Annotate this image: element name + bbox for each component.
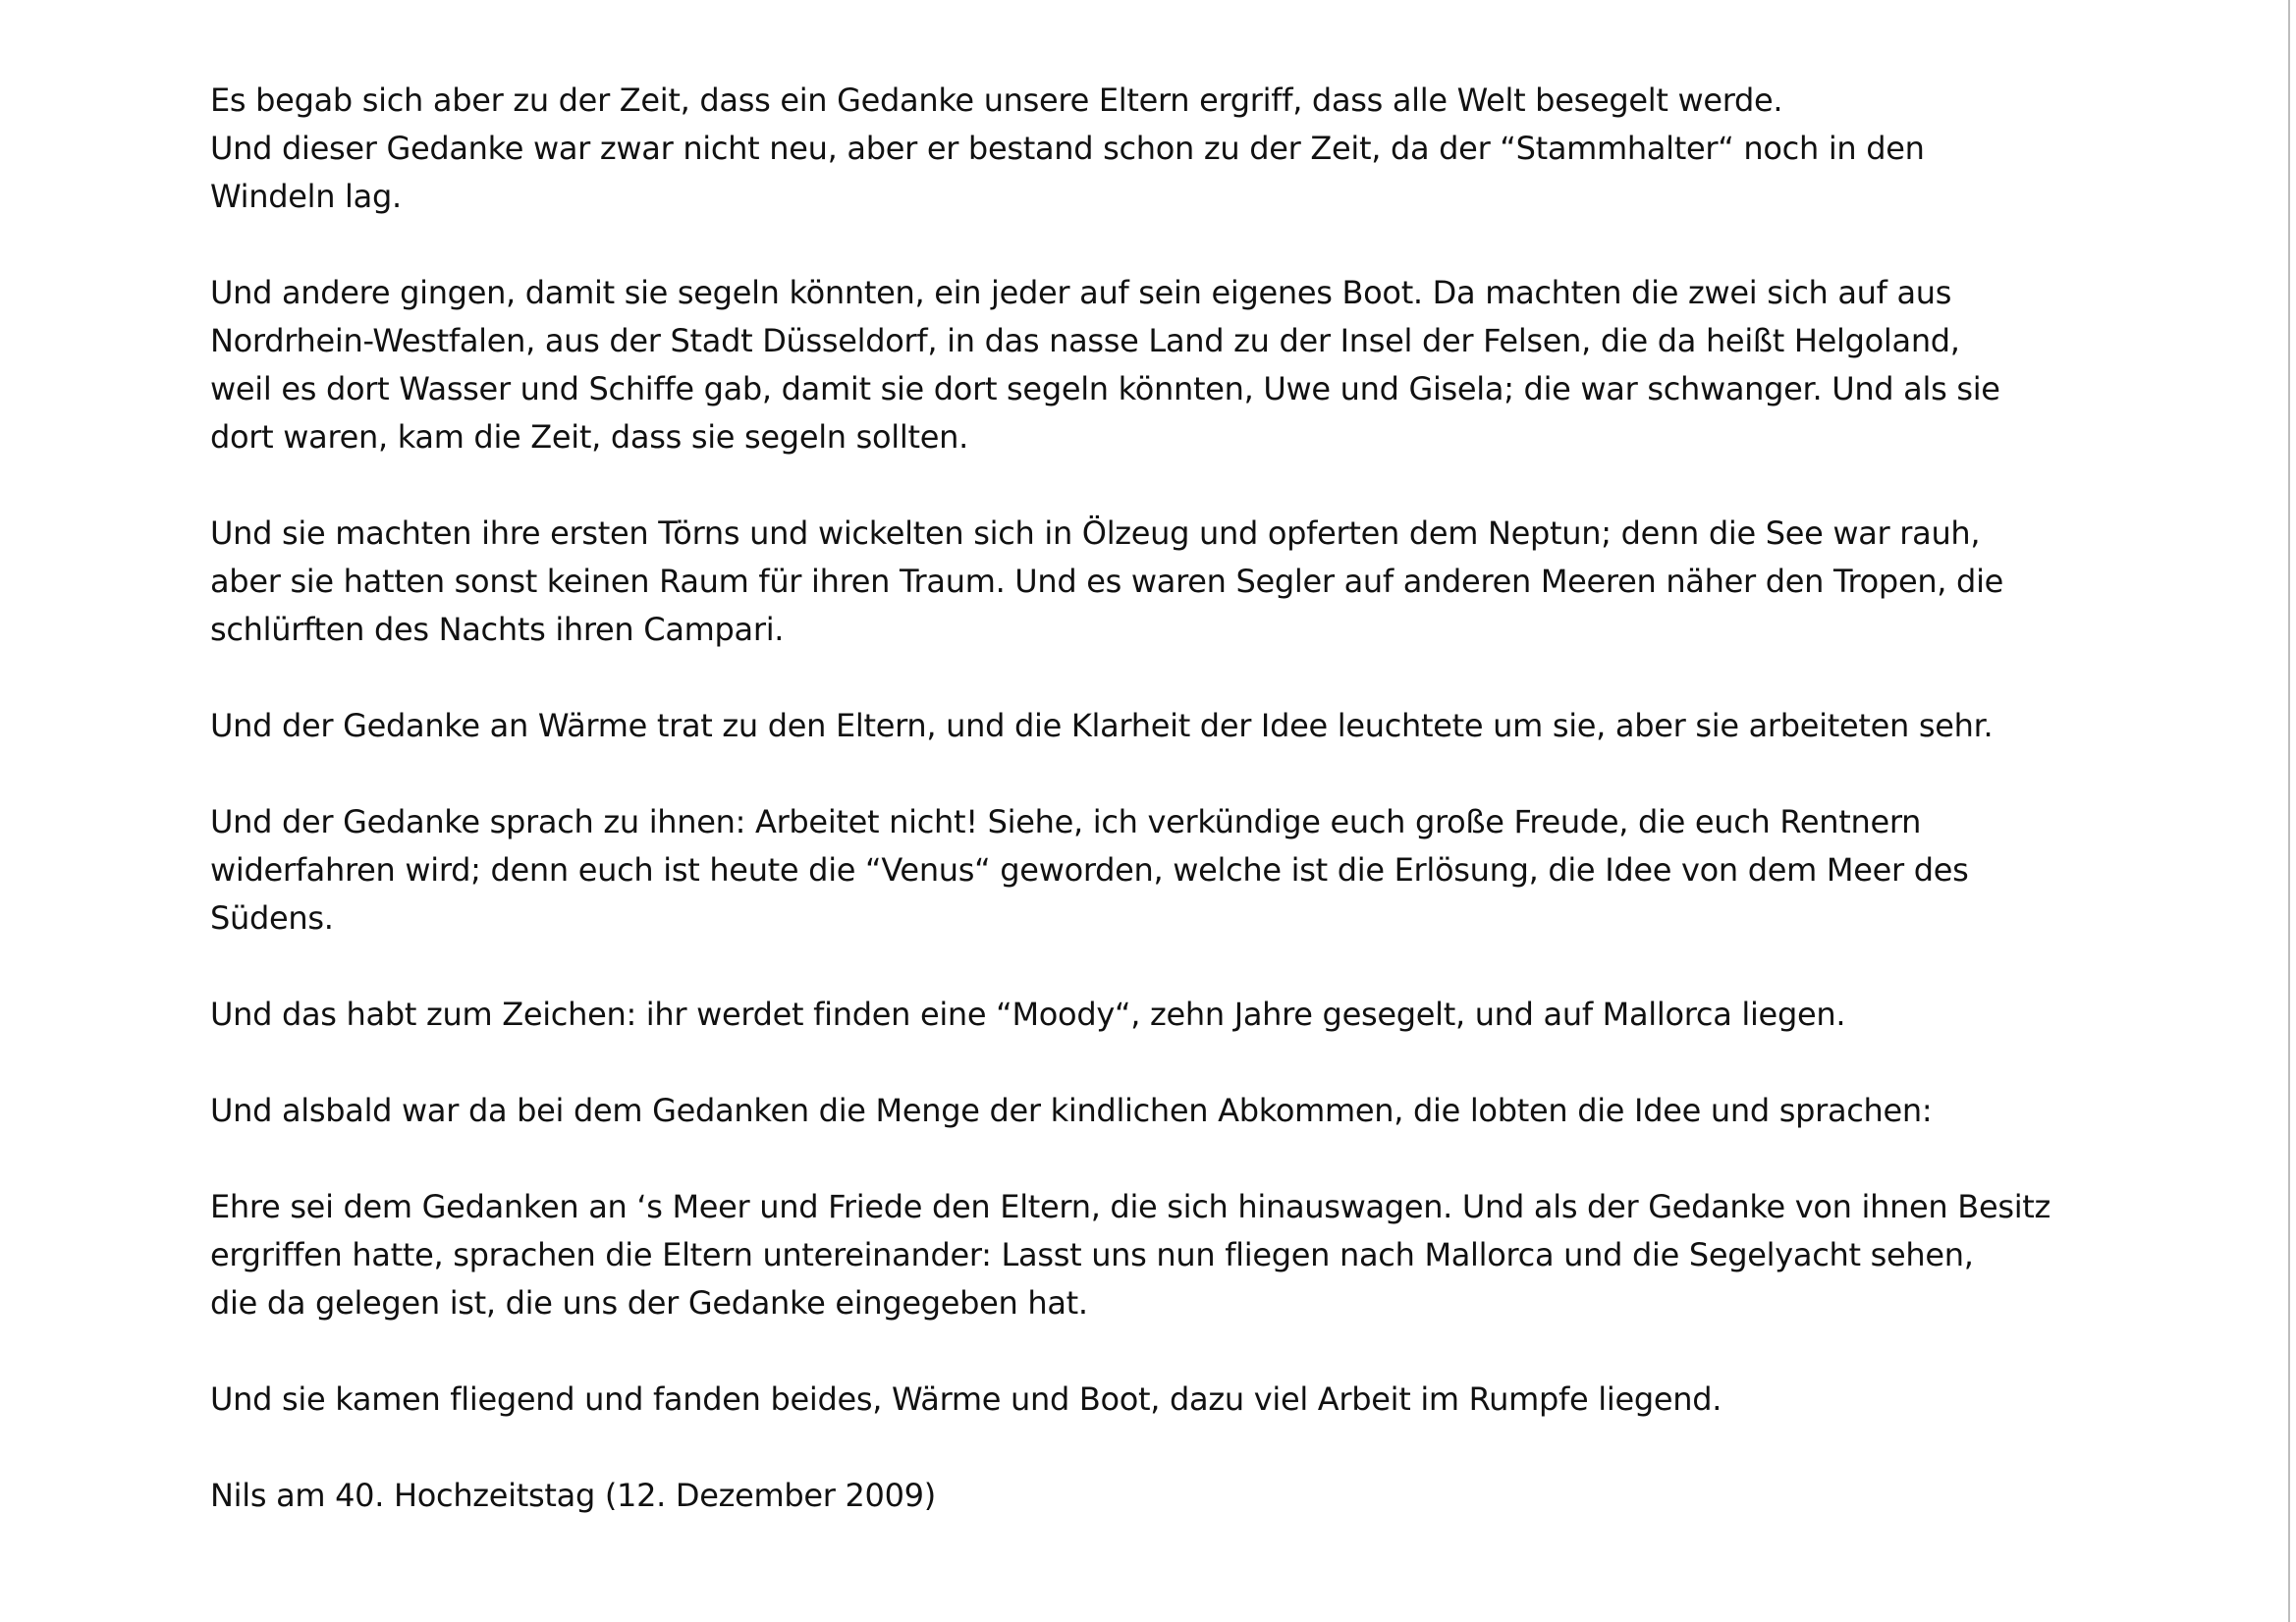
paragraph — [210, 1087, 2110, 1135]
document-body — [210, 77, 2110, 1520]
text-line: widerfahren wird; denn euch ist heute die “Venus“ geworden, welche ist die Erlösung, die Idee von dem Meer des — [210, 851, 1969, 889]
paragraph — [210, 702, 2110, 750]
text-line: weil es dort Wasser und Schiffe gab, damit sie dort segeln könnten, Uwe und Gisela; die war schwanger. Und als sie — [210, 370, 2000, 407]
text-line: Nordrhein-Westfalen, aus der Stadt Düsseldorf, in das nasse Land zu der Insel der Felsen, die da heißt Helgoland, — [210, 322, 1960, 359]
text-line: Und andere gingen, damit sie segeln könnten, ein jeder auf sein eigenes Boot. Da machten die zwei sich auf aus — [210, 274, 1952, 311]
text-line: Und das habt zum Zeichen: ihr werdet finden eine “Moody“, zehn Jahre gesegelt, und auf Mallorca liegen. — [210, 996, 1846, 1033]
page-edge-divider — [2288, 0, 2290, 1622]
text-line: die da gelegen ist, die uns der Gedanke eingegeben hat. — [210, 1284, 1088, 1322]
text-line: Und sie machten ihre ersten Törns und wickelten sich in Ölzeug und opferten dem Neptun; denn die See war rauh, — [210, 514, 1981, 552]
text-line: Ehre sei dem Gedanken an ‘s Meer und Friede den Eltern, die sich hinauswagen. Und als der Gedanke von ihnen Besitz — [210, 1188, 2051, 1225]
signature-line — [210, 1472, 2110, 1520]
text-line: aber sie hatten sonst keinen Raum für ihren Traum. Und es waren Segler auf anderen Meeren näher den Tropen, die — [210, 563, 2004, 600]
paragraph — [210, 1183, 2110, 1327]
text-line: Und sie kamen fliegend und fanden beides, Wärme und Boot, dazu viel Arbeit im Rumpfe liegend. — [210, 1380, 1722, 1418]
text-line: Und alsbald war da bei dem Gedanken die Menge der kindlichen Abkommen, die lobten die Idee und sprachen: — [210, 1092, 1933, 1129]
text-line: dort waren, kam die Zeit, dass sie segeln sollten. — [210, 418, 968, 456]
text-line: Nils am 40. Hochzeitstag (12. Dezember 2009) — [210, 1477, 936, 1514]
text-line: Südens. — [210, 899, 334, 937]
text-line: Und der Gedanke an Wärme trat zu den Eltern, und die Klarheit der Idee leuchtete um sie, aber sie arbeiteten sehr. — [210, 707, 1994, 744]
text-line: Es begab sich aber zu der Zeit, dass ein Gedanke unsere Eltern ergriff, dass alle Welt besegelt werde. — [210, 81, 1783, 119]
paragraph — [210, 510, 2110, 654]
paragraph — [210, 798, 2110, 943]
text-line: Windeln lag. — [210, 178, 402, 215]
text-line: ergriffen hatte, sprachen die Eltern untereinander: Lasst uns nun fliegen nach Mallorca und die Segelyacht sehen, — [210, 1236, 1974, 1273]
paragraph — [210, 77, 2110, 221]
text-line: Und dieser Gedanke war zwar nicht neu, aber er bestand schon zu der Zeit, da der “Stammhalter“ noch in den — [210, 130, 1925, 167]
paragraph — [210, 991, 2110, 1039]
paragraph — [210, 269, 2110, 461]
text-line: schlürften des Nachts ihren Campari. — [210, 611, 785, 648]
text-line: Und der Gedanke sprach zu ihnen: Arbeitet nicht! Siehe, ich verkündige euch große Freude, die euch Rentnern — [210, 803, 1922, 840]
paragraph — [210, 1376, 2110, 1424]
